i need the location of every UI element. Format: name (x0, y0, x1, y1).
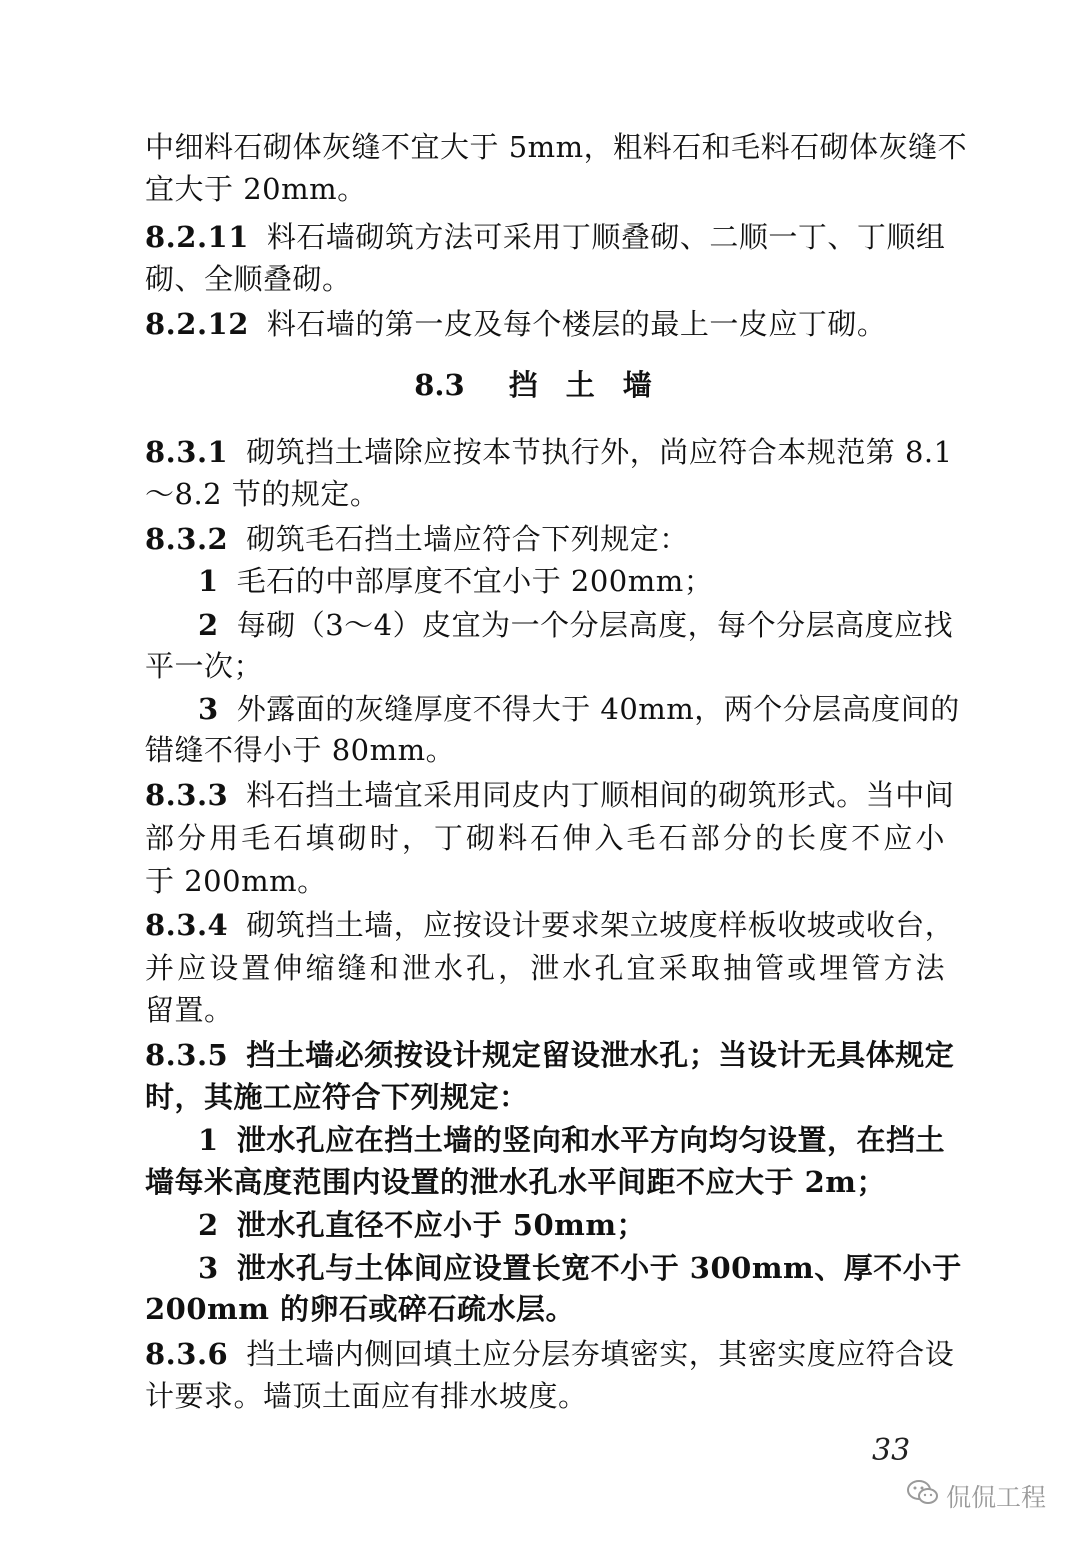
clause-8-3-1: 8.3.1 砌筑挡土墙除应按本节执行外，尚应符合本规范第 8.1 (145, 430, 945, 474)
list-item: 3 外露面的灰缝厚度不得大于 40mm，两个分层高度间的 (198, 687, 945, 731)
paragraph-line: 并应设置伸缩缝和泄水孔，泄水孔宜采取抽管或埋管方法 (145, 951, 945, 985)
clause-8-2-12: 8.2.12 料石墙的第一皮及每个楼层的最上一皮应丁砌。 (145, 302, 945, 346)
clause-number: 8.3.4 (145, 908, 229, 942)
list-item: 3 泄水孔与土体间应设置长宽不小于 300mm、厚不小于 (198, 1246, 945, 1290)
item-number: 1 (198, 564, 219, 598)
paragraph-line: 宜大于 20mm。 (145, 172, 367, 206)
paragraph-line: ～8.2 节的规定。 (145, 477, 380, 511)
clause-number: 8.3.5 (145, 1038, 229, 1072)
clause-number: 8.3.1 (145, 435, 229, 469)
paragraph-line: 平一次； (145, 649, 264, 683)
paragraph-line: 部分用毛石填砌时，丁砌料石伸入毛石部分的长度不应小 (145, 821, 945, 855)
clause-8-3-2: 8.3.2 砌筑毛石挡土墙应符合下列规定： (145, 517, 945, 561)
paragraph-line: 错缝不得小于 80mm。 (145, 733, 456, 767)
item-number: 1 (198, 1123, 219, 1157)
list-item: 1 毛石的中部厚度不宜小于 200mm； (198, 559, 945, 603)
watermark-text: 侃侃工程 (946, 1483, 1047, 1512)
list-item: 2 每砌（3～4）皮宜为一个分层高度，每个分层高度应找 (198, 603, 945, 647)
clause-8-3-5: 8.3.5 挡土墙必须按设计规定留设泄水孔；当设计无具体规定 (145, 1033, 945, 1077)
clause-number: 8.2.11 (145, 220, 249, 254)
wechat-icon (906, 1478, 940, 1514)
list-item: 2 泄水孔直径不应小于 50mm； (198, 1203, 945, 1247)
item-number: 2 (198, 608, 219, 642)
item-number: 3 (198, 1251, 219, 1285)
clause-number: 8.3.6 (145, 1337, 229, 1371)
clause-number: 8.3.2 (145, 522, 229, 556)
clause-8-2-11: 8.2.11 料石墙砌筑方法可采用丁顺叠砌、二顺一丁、丁顺组 (145, 215, 945, 259)
clause-number: 8.2.12 (145, 307, 249, 341)
paragraph-line: 砌、全顺叠砌。 (145, 262, 352, 296)
item-number: 3 (198, 692, 219, 726)
clause-8-3-6: 8.3.6 挡土墙内侧回填土应分层夯填密实，其密实度应符合设 (145, 1332, 945, 1376)
clause-number: 8.3.3 (145, 778, 229, 812)
item-number: 2 (198, 1208, 219, 1242)
page-number: 33 (872, 1433, 911, 1468)
paragraph-line: 中细料石砌体灰缝不宜大于 5mm，粗料石和毛料石砌体灰缝不 (145, 130, 968, 164)
section-heading: 8.3 挡 土 墙 (414, 368, 652, 402)
clause-8-3-3: 8.3.3 料石挡土墙宜采用同皮内丁顺相间的砌筑形式。当中间 (145, 773, 945, 817)
paragraph-line: 墙每米高度范围内设置的泄水孔水平间距不应大于 2m； (145, 1165, 886, 1199)
section-number: 8.3 (414, 368, 465, 402)
paragraph-line: 于 200mm。 (145, 864, 327, 898)
paragraph-line: 时，其施工应符合下列规定： (145, 1080, 529, 1114)
list-item: 1 泄水孔应在挡土墙的竖向和水平方向均匀设置，在挡土 (198, 1118, 945, 1162)
paragraph-line: 留置。 (145, 993, 234, 1027)
clause-8-3-4: 8.3.4 砌筑挡土墙，应按设计要求架立坡度样板收坡或收台， (145, 903, 945, 947)
paragraph-line: 计要求。墙顶土面应有排水坡度。 (145, 1379, 588, 1413)
paragraph-line: 200mm 的卵石或碎石疏水层。 (145, 1292, 576, 1326)
watermark (906, 1478, 1046, 1514)
